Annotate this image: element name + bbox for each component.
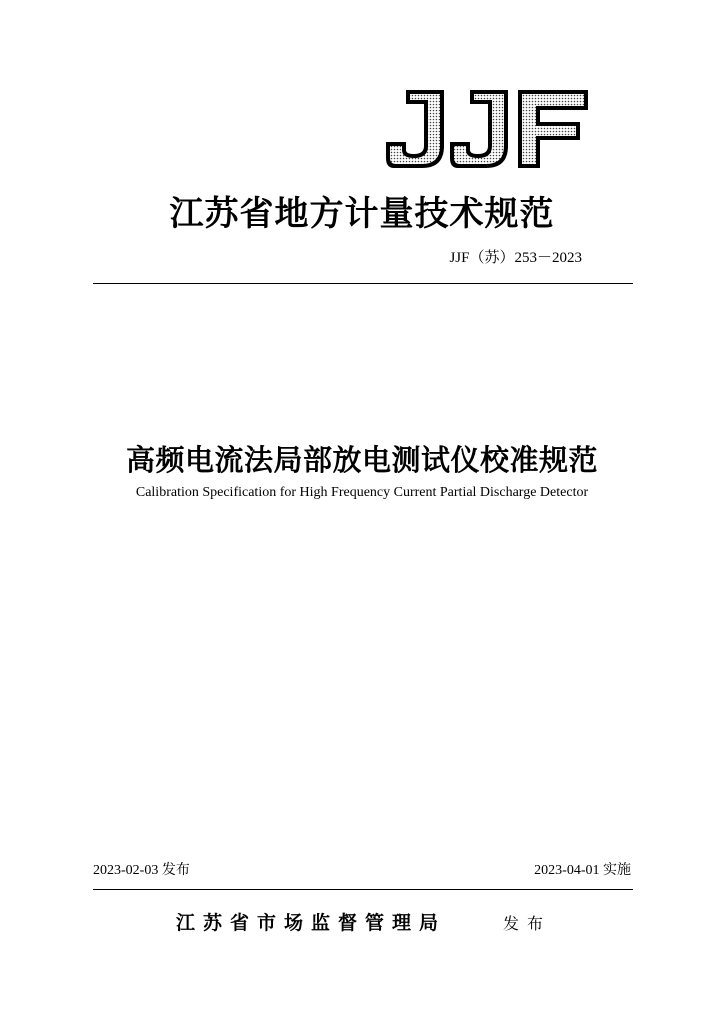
issue-date: 2023-02-03 发布 — [93, 863, 190, 878]
issuing-authority: 江苏省市场监督管理局 — [176, 912, 447, 934]
issuing-action: 发布 — [503, 914, 552, 933]
jjf-logo — [384, 88, 590, 172]
standard-code: JJF（苏）253－2023 — [449, 250, 582, 266]
logo-letter-j-2 — [450, 90, 508, 168]
logo-letter-f — [518, 90, 588, 168]
header-divider — [93, 283, 633, 284]
standard-type-title: 江苏省地方计量技术规范 — [169, 194, 555, 234]
effective-date: 2023-04-01 实施 — [534, 863, 631, 878]
document-title-chinese: 高频电流法局部放电测试仪校准规范 — [125, 443, 598, 477]
footer-divider — [93, 889, 633, 890]
document-title-english: Calibration Specification for High Frequency Current Partial Discharge Detector — [135, 485, 589, 500]
logo-letter-j-1 — [386, 90, 444, 168]
